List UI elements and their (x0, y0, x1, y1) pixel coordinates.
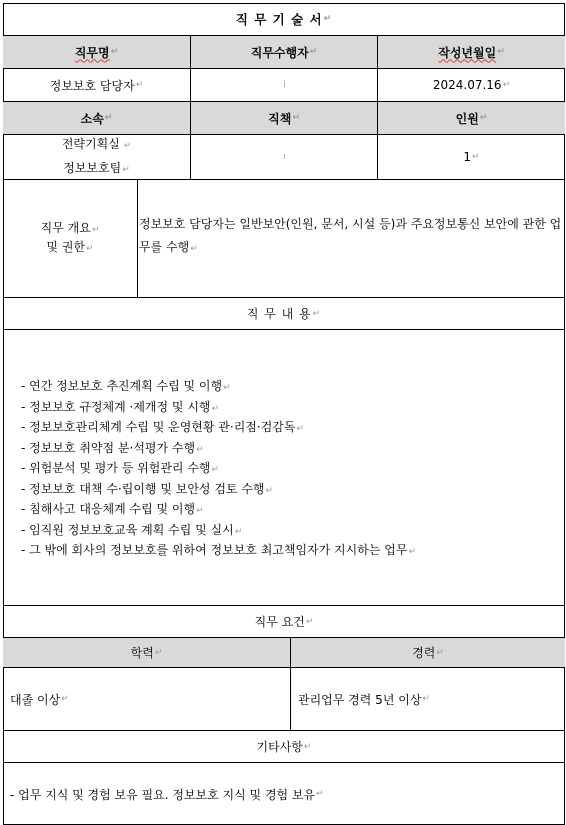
job-name-header: 직무명 ↵ (3, 35, 190, 68)
date-header: 작성년월일 ↵ (377, 35, 565, 68)
education-header: 학력 ↵ (3, 637, 290, 667)
department-value: 전략기획실 ↵ 정보보호팀↵ (3, 134, 190, 179)
duty-item: - 임직원 정보보호교육 계획 수립 및 실시↵ (21, 522, 243, 537)
duty-item: - 연간 정보보호 추진계획 수립 및 이행↵ (21, 379, 231, 393)
duty-item: - 그 밖에 회사의 정보보호를 위하여 정보보호 최고책임자가 지시하는 업무↵ (21, 543, 416, 557)
requirements-title: 직무 요건 ↵ (3, 605, 565, 637)
duties-list (21, 376, 416, 561)
other-title: 기타사항 ↵ (3, 730, 565, 762)
headcount-value: 1 ↵ (377, 134, 565, 179)
duty-item: - 정보보호 규정체계 ·제개정 및 시행↵ (21, 399, 220, 414)
position-value: ı (190, 134, 377, 179)
duty-item: - 침해사고 대응체계 수립 및 이행↵ (21, 502, 204, 516)
career-header: 경력 ↵ (290, 637, 565, 667)
performer-value: ⅰ (190, 68, 377, 101)
position-header: 직책 ↵ (190, 101, 377, 134)
headcount-header: 인원 ↵ (377, 101, 565, 134)
education-value: 대졸 이상 ↵ (3, 667, 290, 730)
department-header: 소속 ↵ (3, 101, 190, 134)
duty-item: - 정보보호 대책 수·립이행 및 보안성 검토 수행↵ (21, 481, 274, 496)
summary-text: 정보보호 담당자는 일반보안(인원, 문서, 시설 등)과 주요정보통신 보안에 관한 업무를 수행↵ (139, 217, 562, 254)
duty-item: - 정보보호관리체계 수립 및 운영현황 관·리점·검감독↵ (21, 420, 305, 434)
duties-section-title: 직 무 내 용 ↵ (3, 297, 565, 329)
career-value: 관리업무 경력 5년 이상 ↵ (290, 667, 565, 730)
other-text: - 업무 지식 및 경험 보유 필요. 정보보호 지식 및 경험 보유 ↵ (3, 762, 565, 825)
duty-item: - 위험분석 및 평가 등 위험관리 수행↵ (21, 461, 220, 475)
summary-label: 직무 개요↵ 및 권한↵ (3, 179, 137, 297)
duty-item: - 정보보호 취약점 분·석평가 수행↵ (21, 440, 204, 455)
date-value: 2024.07.16 ↵ (377, 68, 565, 101)
job-name-value: 정보보호 담당자 ↵ (3, 68, 190, 101)
document-title: 직 무 기 술 서 ↵ (235, 12, 333, 27)
performer-header: 직무수행자 ↵ (190, 35, 377, 68)
